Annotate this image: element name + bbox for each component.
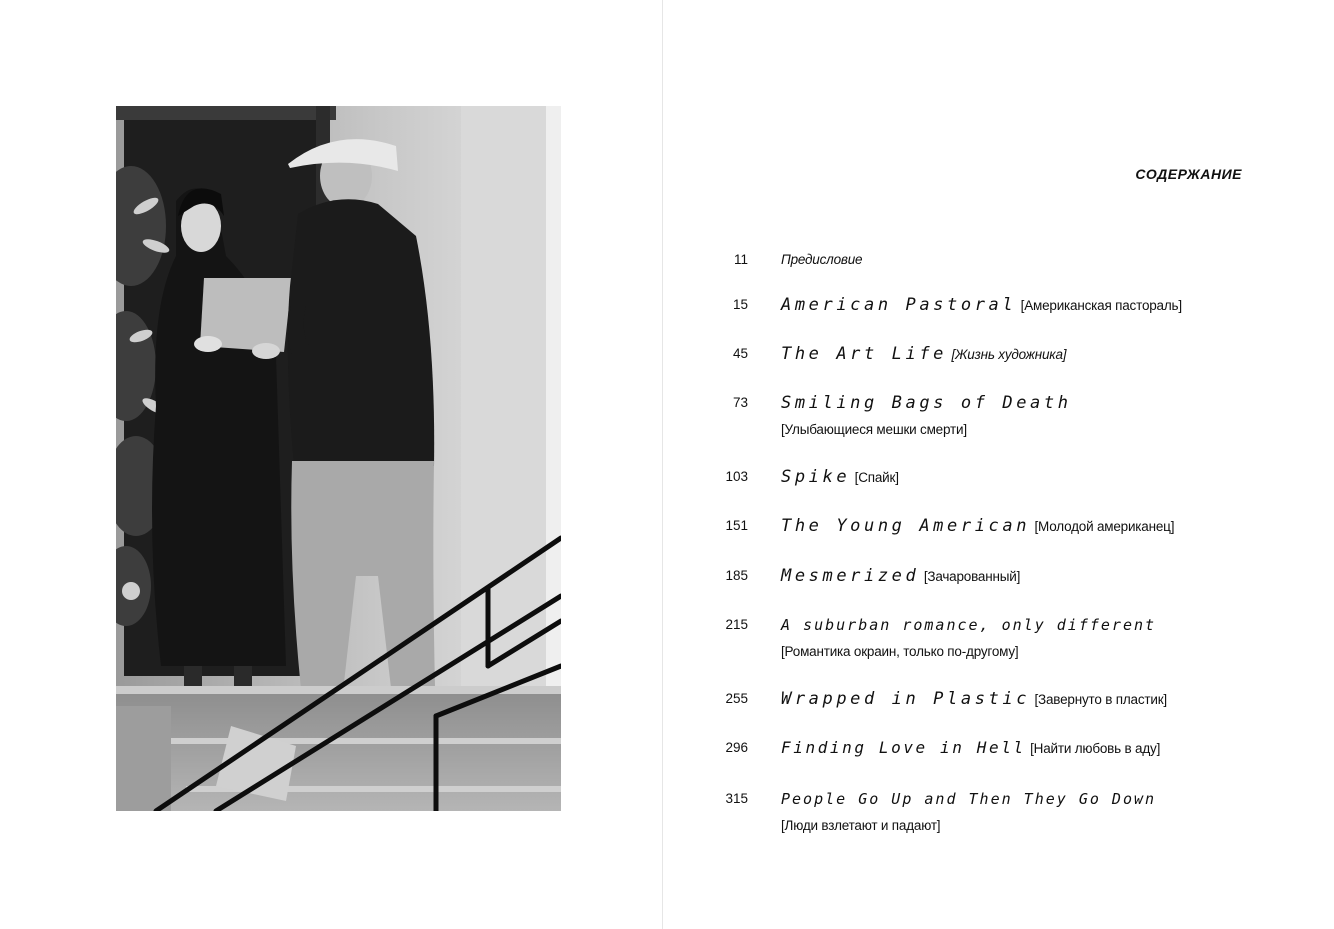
- toc-page-number: 11: [733, 252, 748, 267]
- black-and-white-photo: [116, 106, 561, 811]
- toc-page-number: 73: [732, 395, 748, 410]
- toc-title: Smiling Bags of Death: [781, 393, 1072, 413]
- toc-page-number: 15: [732, 297, 748, 312]
- toc-translation: [Жизнь художника]: [951, 347, 1067, 362]
- toc-translation: [Улыбающиеся мешки смерти]: [781, 422, 967, 437]
- toc-page-number: 296: [725, 740, 748, 755]
- contents-heading: СОДЕРЖАНИЕ: [1135, 166, 1242, 182]
- toc-title: Spike: [781, 467, 851, 487]
- toc-title: People Go Up and Then They Go Down: [781, 790, 1157, 808]
- toc-title: Mesmerized: [781, 566, 920, 586]
- toc-title: Finding Love in Hell: [781, 738, 1026, 757]
- toc-page-number: 215: [725, 617, 748, 632]
- toc-page-number: 151: [725, 518, 748, 533]
- toc-page-number: 255: [725, 691, 748, 706]
- toc-title: Wrapped in Plastic: [781, 689, 1031, 709]
- toc-translation: [Романтика окраин, только по-другому]: [781, 644, 1019, 659]
- toc-translation: [Молодой американец]: [1034, 519, 1175, 534]
- toc-page-number: 185: [725, 568, 748, 583]
- toc-translation: [Американская пастораль]: [1020, 298, 1182, 313]
- toc-translation: [Завернуто в пластик]: [1034, 692, 1167, 707]
- toc-page-number: 315: [725, 791, 748, 806]
- left-page: [0, 0, 662, 929]
- toc-translation: [Найти любовь в аду]: [1030, 741, 1161, 756]
- toc-title: The Art Life: [781, 344, 948, 364]
- toc-title: American Pastoral: [781, 295, 1017, 315]
- toc-title: The Young American: [781, 516, 1031, 536]
- toc-page-number: 45: [732, 346, 748, 361]
- toc-title: A suburban romance, only different: [781, 616, 1157, 634]
- toc-page-number: 103: [725, 469, 748, 484]
- toc-translation: [Спайк]: [854, 470, 899, 485]
- toc-translation: [Зачарованный]: [923, 569, 1021, 584]
- contents-page: [663, 0, 1334, 929]
- toc-title: Предисловие: [781, 252, 863, 267]
- toc-translation: [Люди взлетают и падают]: [781, 818, 941, 833]
